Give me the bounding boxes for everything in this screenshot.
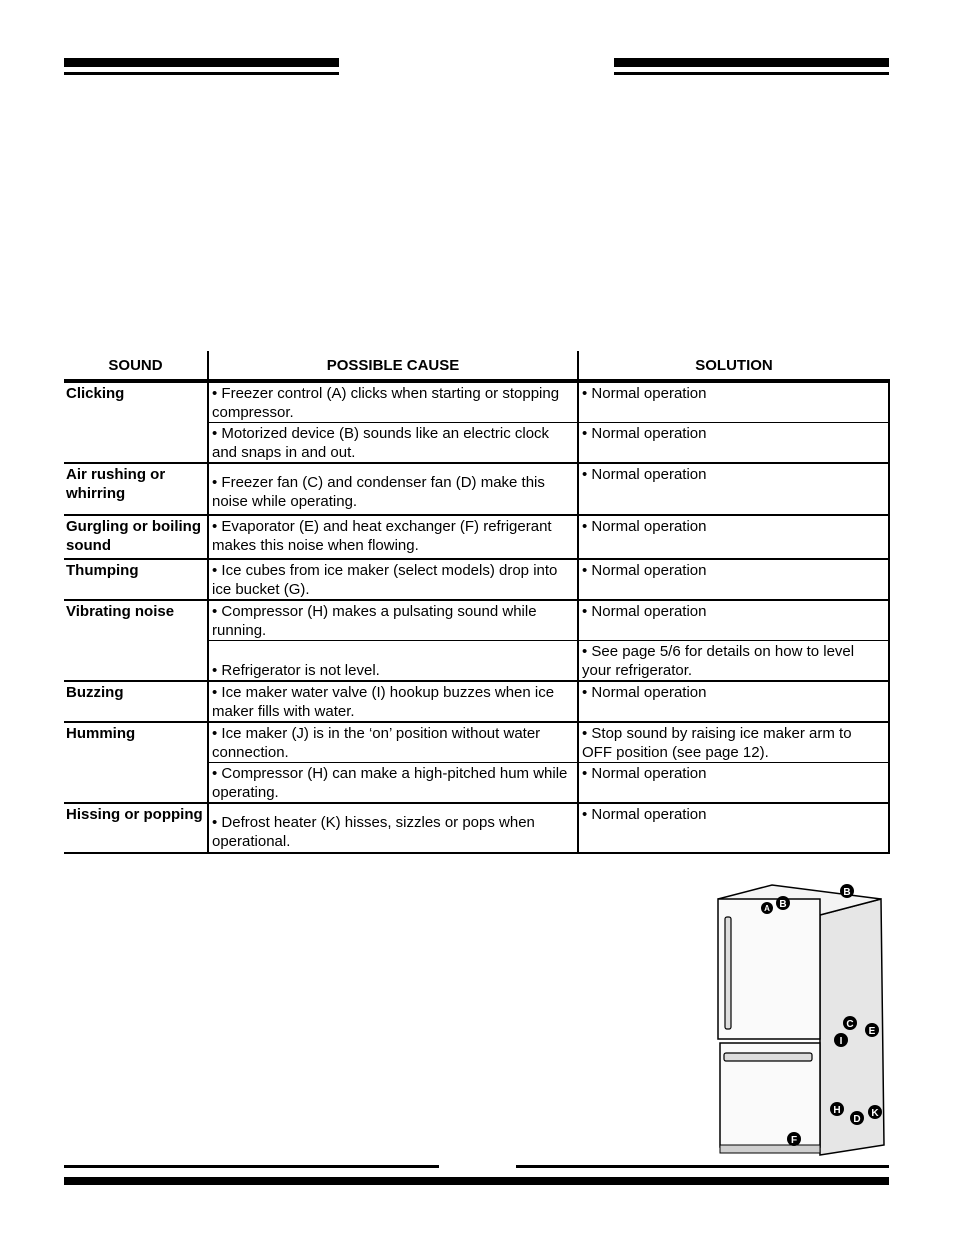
table-row [64,722,889,763]
table-row [64,559,889,600]
sound-cell: Clicking [64,381,208,463]
table-row [64,681,889,722]
table-row [64,515,889,559]
label-h [830,1102,844,1116]
refrigerator-diagram [710,875,890,1160]
drawer-handle [724,1053,812,1061]
cause-cell: • Ice cubes from ice maker (select models) drop into ice bucket (G). [208,559,578,600]
sound-cell: Vibrating noise [64,600,208,681]
svg-text:B: B [779,899,787,910]
solution-cell: • Normal operation [578,763,889,804]
cause-cell: • Refrigerator is not level. [208,641,578,682]
header-rule-right-thin [614,72,889,75]
label-b-front [776,896,790,910]
sound-cell: Air rushing or whirring [64,463,208,515]
sound-cell: Gurgling or boiling sound [64,515,208,559]
door-handle [725,917,731,1029]
solution-cell: • Normal operation [578,423,889,464]
label-e [865,1023,879,1037]
label-b-top [840,884,854,898]
header-rule-left-thin [64,72,339,75]
cause-cell: • Motorized device (B) sounds like an electric clock and snaps in and out. [208,423,578,464]
svg-text:E: E [868,1026,876,1037]
cause-cell: • Ice maker (J) is in the ‘on’ position without water connection. [208,722,578,763]
sound-cell: Hissing or popping [64,803,208,853]
svg-text:B: B [843,887,851,898]
header-rule-left-thick [64,58,339,67]
footer-rule-right-thin [516,1165,889,1168]
solution-cell: • Normal operation [578,600,889,641]
sound-cell: Buzzing [64,681,208,722]
table-row [64,600,889,641]
table-row [64,803,889,853]
svg-text:C: C [846,1019,854,1030]
table-row [64,381,889,423]
solution-cell: • See page 5/6 for details on how to level your refrigerator. [578,641,889,682]
solution-cell: • Normal operation [578,803,889,853]
sound-cell: Humming [64,722,208,803]
svg-text:K: K [871,1108,879,1119]
cause-cell: • Freezer fan (C) and condenser fan (D) make this noise while operating. [208,463,578,515]
cause-cell: • Defrost heater (K) hisses, sizzles or pops when operational. [208,803,578,853]
header-rule-right-thick [614,58,889,67]
header-solution: SOLUTION [578,351,889,381]
svg-text:F: F [790,1135,798,1146]
cause-cell: • Compressor (H) makes a pulsating sound while running. [208,600,578,641]
normal-sounds-table [64,351,890,854]
svg-text:A: A [764,904,770,913]
fresh-food-door [718,899,820,1039]
label-f [787,1132,801,1146]
solution-cell: • Normal operation [578,463,889,515]
footer-rule-left-thin [64,1165,439,1168]
sound-cell: Thumping [64,559,208,600]
solution-cell: • Normal operation [578,381,889,423]
label-i [834,1033,848,1047]
label-d [850,1111,864,1125]
label-a [761,902,773,914]
base-grille [720,1145,820,1153]
footer-rule-thick [64,1177,889,1185]
svg-text:H: H [833,1105,841,1116]
header-sound: SOUND [64,351,208,381]
cause-cell: • Compressor (H) can make a high-pitched hum while operating. [208,763,578,804]
cause-cell: • Evaporator (E) and heat exchanger (F) refrigerant makes this noise when flowing. [208,515,578,559]
table-header-row [64,351,889,381]
solution-cell: • Normal operation [578,515,889,559]
cause-cell: • Ice maker water valve (I) hookup buzzes when ice maker fills with water. [208,681,578,722]
cause-cell: • Freezer control (A) clicks when starting or stopping compressor. [208,381,578,423]
solution-cell: • Normal operation [578,681,889,722]
header-possible-cause: POSSIBLE CAUSE [208,351,578,381]
label-k [868,1105,882,1119]
svg-text:D: D [853,1114,861,1125]
label-c [843,1016,857,1030]
solution-cell: • Stop sound by raising ice maker arm to OFF position (see page 12). [578,722,889,763]
table-row [64,463,889,515]
solution-cell: • Normal operation [578,559,889,600]
svg-text:I: I [839,1036,843,1047]
